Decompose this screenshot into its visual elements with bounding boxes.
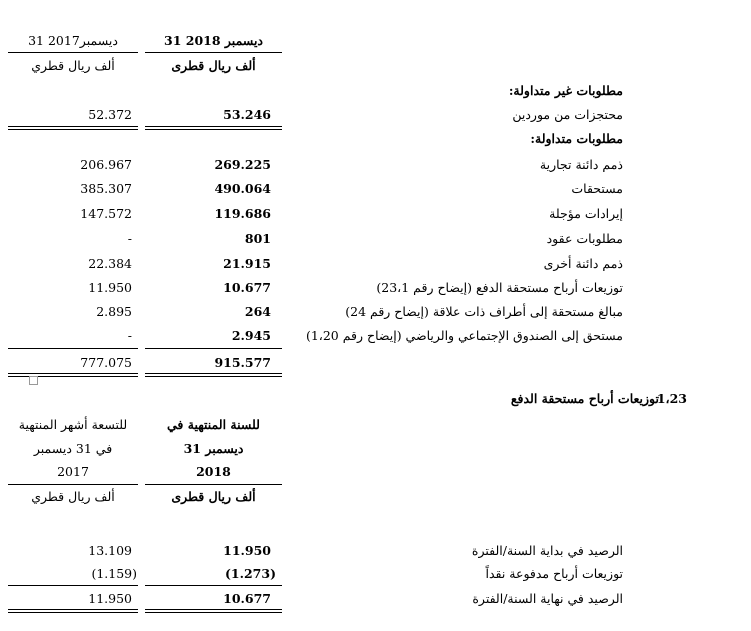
row-label: إيرادات مؤجلة (549, 206, 623, 221)
col-2018-unit: ألف ريال قطرى (171, 58, 256, 73)
total-2018: 915.577 (214, 355, 271, 370)
row-label: توزيعات أرباح مستحقة الدفع (إيضاح رقم 23،1) (376, 280, 623, 295)
section-title: توزيعات أرباح مستحقة الدفع (510, 391, 659, 406)
total-2017: 777.075 (80, 355, 132, 370)
header-rule-2018 (145, 52, 282, 53)
section-number: 1،23 (656, 391, 687, 406)
col-2018-header: 31 ديسمبر 2018 (164, 33, 263, 48)
row-value-2018: 490.064 (214, 181, 271, 196)
s23-header-rule-2017 (8, 484, 138, 485)
retention-2017: 52.372 (88, 107, 132, 122)
s23-col-2017-unit: ألف ريال قطري (31, 489, 115, 504)
s23-col-2018-h2: 31 ديسمبر (183, 441, 244, 456)
s23-col-2017-h2: في 31 ديسمبر (33, 441, 113, 456)
retention-label: محتجزات من موردين (512, 107, 623, 122)
s23-col-2018-unit: ألف ريال قطرى (171, 489, 256, 504)
row-value-2017: 2.895 (96, 304, 132, 319)
row-value-2017: 385.307 (80, 181, 132, 196)
row-value-2018: 21.915 (223, 256, 271, 271)
s23-subtotal-rule-2018 (145, 585, 282, 586)
s23-closing-2017: 11.950 (88, 591, 132, 606)
row-label: مبالغ مستحقة إلى أطراف ذات علاقة (إيضاح رقم 24) (345, 304, 623, 319)
total-double-rule-2018 (145, 373, 282, 377)
row-value-2018: 10.677 (223, 280, 271, 295)
row-value-2017: 206.967 (80, 157, 132, 172)
s23-col-2017-h1: للتسعة أشهر المنتهية (18, 417, 128, 432)
s23-paid-2017: (1.159) (91, 566, 137, 581)
row-label: ذمم دائنة تجارية (539, 157, 623, 172)
s23-header-rule-2018 (145, 484, 282, 485)
row-value-2017: 147.572 (80, 206, 132, 221)
s23-closing-label: الرصيد في نهاية السنة/الفترة (472, 591, 623, 606)
s23-total-double-rule-2018 (145, 609, 282, 613)
row-label: مستحق إلى الصندوق الإجتماعي والرياضي (إيضاح رقم 1،20) (305, 328, 623, 343)
row-value-2017: 11.950 (88, 280, 132, 295)
row-label: مستحقات (571, 181, 623, 196)
s23-paid-label: توزيعات أرباح مدفوعة نقداً (485, 566, 623, 581)
row-value-2018: 269.225 (214, 157, 271, 172)
retention-double-rule-2018 (145, 126, 282, 130)
row-value-2018: 264 (244, 304, 271, 319)
row-value-2018: 2.945 (231, 328, 271, 343)
s23-subtotal-rule-2017 (8, 585, 138, 586)
col-2017-header: 31 ديسمبر2017 (28, 33, 118, 48)
s23-col-2017-h3: 2017 (57, 464, 89, 479)
total-double-rule-2017 (8, 373, 138, 377)
s23-total-double-rule-2017 (8, 609, 138, 613)
row-value-2018: 801 (244, 231, 271, 246)
row-value-2017: - (127, 231, 132, 246)
anchor-marker-icon (29, 376, 38, 385)
row-label: مطلوبات عقود (546, 231, 623, 246)
row-label: ذمم دائنة أخرى (543, 256, 623, 271)
s23-opening-label: الرصيد في بداية السنة/الفترة (471, 543, 623, 558)
col-2017-unit: ألف ريال قطري (31, 58, 115, 73)
retention-2018: 53.246 (223, 107, 271, 122)
subtotal-rule-2018 (145, 348, 282, 349)
s23-opening-2017: 13.109 (88, 543, 132, 558)
section-current-liabilities: مطلوبات متداولة: (530, 131, 623, 146)
s23-opening-2018: 11.950 (223, 543, 271, 558)
s23-col-2018-h3: 2018 (196, 464, 231, 479)
retention-double-rule-2017 (8, 126, 138, 130)
header-rule-2017 (8, 52, 138, 53)
row-value-2017: 22.384 (88, 256, 132, 271)
s23-closing-2018: 10.677 (223, 591, 271, 606)
subtotal-rule-2017 (8, 348, 138, 349)
s23-paid-2018: (1.273) (225, 566, 276, 581)
row-value-2017: - (127, 328, 132, 343)
s23-col-2018-h1: للسنة المنتهية في (167, 417, 260, 432)
row-value-2018: 119.686 (214, 206, 271, 221)
section-noncurrent-liabilities: مطلوبات غير متداولة: (508, 83, 623, 98)
